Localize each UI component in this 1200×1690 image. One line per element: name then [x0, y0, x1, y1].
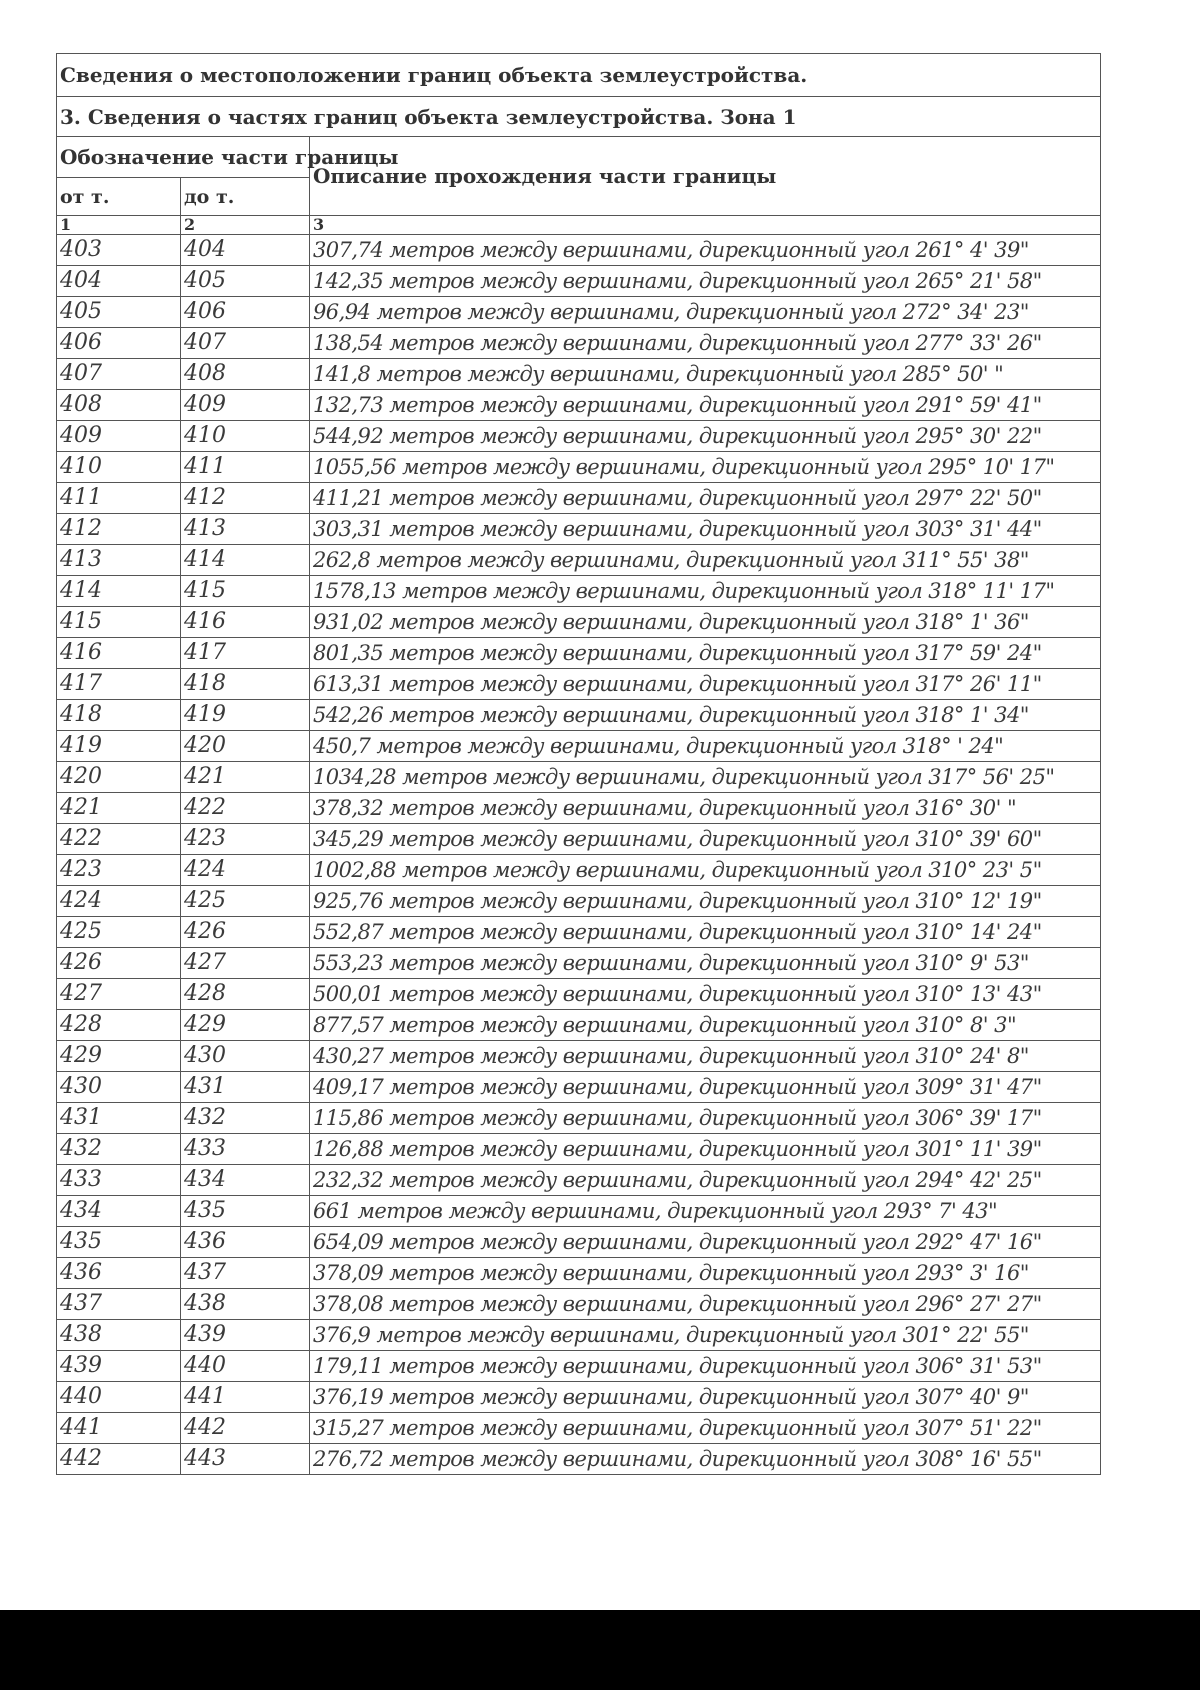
- from-point-cell: 414: [57, 576, 181, 607]
- description-cell: 126,88 метров между вершинами, дирекционный угол 301° 11' 39": [310, 1134, 1101, 1165]
- to-point-cell: 418: [181, 669, 310, 700]
- from-point-cell: 436: [57, 1258, 181, 1289]
- to-point-cell: 426: [181, 917, 310, 948]
- description-cell: 345,29 метров между вершинами, дирекционный угол 310° 39' 60": [310, 824, 1101, 855]
- description-cell: 544,92 метров между вершинами, дирекционный угол 295° 30' 22": [310, 421, 1101, 452]
- description-cell: 262,8 метров между вершинами, дирекционный угол 311° 55' 38": [310, 545, 1101, 576]
- to-point-header: до т.: [181, 178, 310, 216]
- table-row: [57, 979, 1101, 1010]
- to-point-cell: 439: [181, 1320, 310, 1351]
- table-row: [57, 545, 1101, 576]
- document-title: Сведения о местоположении границ объекта землеустройства.: [57, 54, 1101, 97]
- from-point-cell: 413: [57, 545, 181, 576]
- from-point-cell: 433: [57, 1165, 181, 1196]
- table-row: [57, 421, 1101, 452]
- from-point-cell: 409: [57, 421, 181, 452]
- to-point-cell: 409: [181, 390, 310, 421]
- description-cell: 232,32 метров между вершинами, дирекционный угол 294° 42' 25": [310, 1165, 1101, 1196]
- to-point-cell: 422: [181, 793, 310, 824]
- to-point-cell: 423: [181, 824, 310, 855]
- from-point-cell: 423: [57, 855, 181, 886]
- scan-black-border: [0, 1610, 1200, 1690]
- from-point-cell: 421: [57, 793, 181, 824]
- from-point-cell: 419: [57, 731, 181, 762]
- to-point-cell: 416: [181, 607, 310, 638]
- description-cell: 132,73 метров между вершинами, дирекционный угол 291° 59' 41": [310, 390, 1101, 421]
- table-row: [57, 793, 1101, 824]
- table-row: [57, 762, 1101, 793]
- description-cell: 138,54 метров между вершинами, дирекционный угол 277° 33' 26": [310, 328, 1101, 359]
- description-cell: 411,21 метров между вершинами, дирекционный угол 297° 22' 50": [310, 483, 1101, 514]
- table-row: [57, 514, 1101, 545]
- table-row: [57, 1351, 1101, 1382]
- table-body: [57, 54, 1101, 1475]
- from-point-cell: 428: [57, 1010, 181, 1041]
- to-point-cell: 441: [181, 1382, 310, 1413]
- from-point-cell: 431: [57, 1103, 181, 1134]
- from-point-cell: 404: [57, 266, 181, 297]
- to-point-cell: 436: [181, 1227, 310, 1258]
- table-row: [57, 1413, 1101, 1444]
- from-point-cell: 439: [57, 1351, 181, 1382]
- table-row: [57, 607, 1101, 638]
- from-point-header: от т.: [57, 178, 181, 216]
- from-point-cell: 426: [57, 948, 181, 979]
- from-point-cell: 427: [57, 979, 181, 1010]
- column-number-2: 2: [181, 216, 310, 235]
- to-point-cell: 440: [181, 1351, 310, 1382]
- from-point-cell: 408: [57, 390, 181, 421]
- to-point-cell: 435: [181, 1196, 310, 1227]
- from-point-cell: 417: [57, 669, 181, 700]
- from-point-cell: 406: [57, 328, 181, 359]
- to-point-cell: 443: [181, 1444, 310, 1475]
- to-point-cell: 425: [181, 886, 310, 917]
- description-cell: 96,94 метров между вершинами, дирекционный угол 272° 34' 23": [310, 297, 1101, 328]
- description-cell: 430,27 метров между вершинами, дирекционный угол 310° 24' 8": [310, 1041, 1101, 1072]
- to-point-cell: 438: [181, 1289, 310, 1320]
- from-point-cell: 411: [57, 483, 181, 514]
- description-cell: 925,76 метров между вершинами, дирекционный угол 310° 12' 19": [310, 886, 1101, 917]
- table-row: [57, 483, 1101, 514]
- column-number-3: 3: [310, 216, 1101, 235]
- to-point-cell: 432: [181, 1103, 310, 1134]
- description-cell: 613,31 метров между вершинами, дирекционный угол 317° 26' 11": [310, 669, 1101, 700]
- from-point-cell: 407: [57, 359, 181, 390]
- to-point-cell: 434: [181, 1165, 310, 1196]
- from-point-cell: 429: [57, 1041, 181, 1072]
- from-point-cell: 405: [57, 297, 181, 328]
- from-point-cell: 437: [57, 1289, 181, 1320]
- description-cell: 553,23 метров между вершинами, дирекционный угол 310° 9' 53": [310, 948, 1101, 979]
- to-point-cell: 407: [181, 328, 310, 359]
- column-number-1: 1: [57, 216, 181, 235]
- to-point-cell: 424: [181, 855, 310, 886]
- to-point-cell: 417: [181, 638, 310, 669]
- to-point-cell: 419: [181, 700, 310, 731]
- description-cell: 1034,28 метров между вершинами, дирекционный угол 317° 56' 25": [310, 762, 1101, 793]
- description-cell: 500,01 метров между вершинами, дирекционный угол 310° 13' 43": [310, 979, 1101, 1010]
- description-cell: 179,11 метров между вершинами, дирекционный угол 306° 31' 53": [310, 1351, 1101, 1382]
- description-cell: 661 метров между вершинами, дирекционный угол 293° 7' 43": [310, 1196, 1101, 1227]
- description-cell: 376,19 метров между вершинами, дирекционный угол 307° 40' 9": [310, 1382, 1101, 1413]
- section-row: [57, 97, 1101, 137]
- table-row: [57, 390, 1101, 421]
- table-row: [57, 235, 1101, 266]
- from-point-cell: 440: [57, 1382, 181, 1413]
- to-point-cell: 406: [181, 297, 310, 328]
- description-cell: 931,02 метров между вершинами, дирекционный угол 318° 1' 36": [310, 607, 1101, 638]
- description-cell: 654,09 метров между вершинами, дирекционный угол 292° 47' 16": [310, 1227, 1101, 1258]
- description-cell: 142,35 метров между вершинами, дирекционный угол 265° 21' 58": [310, 266, 1101, 297]
- table-row: [57, 1010, 1101, 1041]
- table-row: [57, 1072, 1101, 1103]
- table-row: [57, 1320, 1101, 1351]
- table-row: [57, 1165, 1101, 1196]
- from-point-cell: 422: [57, 824, 181, 855]
- description-cell: 376,9 метров между вершинами, дирекционный угол 301° 22' 55": [310, 1320, 1101, 1351]
- table-row: [57, 452, 1101, 483]
- to-point-cell: 442: [181, 1413, 310, 1444]
- table-row: [57, 1227, 1101, 1258]
- to-point-cell: 415: [181, 576, 310, 607]
- description-cell: 115,86 метров между вершинами, дирекционный угол 306° 39' 17": [310, 1103, 1101, 1134]
- description-cell: 801,35 метров между вершинами, дирекционный угол 317° 59' 24": [310, 638, 1101, 669]
- title-row: [57, 54, 1101, 97]
- to-point-cell: 404: [181, 235, 310, 266]
- table-row: [57, 1196, 1101, 1227]
- table-row: [57, 328, 1101, 359]
- boundary-table: [56, 53, 1101, 1475]
- table-row: [57, 886, 1101, 917]
- description-cell: 141,8 метров между вершинами, дирекционный угол 285° 50' ": [310, 359, 1101, 390]
- to-point-cell: 427: [181, 948, 310, 979]
- to-point-cell: 420: [181, 731, 310, 762]
- table-row: [57, 359, 1101, 390]
- table-row: [57, 576, 1101, 607]
- table-row: [57, 638, 1101, 669]
- from-point-cell: 424: [57, 886, 181, 917]
- from-point-cell: 418: [57, 700, 181, 731]
- from-point-cell: 420: [57, 762, 181, 793]
- table-row: [57, 297, 1101, 328]
- from-point-cell: 412: [57, 514, 181, 545]
- description-cell: 303,31 метров между вершинами, дирекционный угол 303° 31' 44": [310, 514, 1101, 545]
- to-point-cell: 410: [181, 421, 310, 452]
- to-point-cell: 408: [181, 359, 310, 390]
- from-point-cell: 432: [57, 1134, 181, 1165]
- description-cell: 450,7 метров между вершинами, дирекционный угол 318° ' 24": [310, 731, 1101, 762]
- from-point-cell: 441: [57, 1413, 181, 1444]
- table-row: [57, 824, 1101, 855]
- description-cell: 1002,88 метров между вершинами, дирекционный угол 310° 23' 5": [310, 855, 1101, 886]
- description-cell: 877,57 метров между вершинами, дирекционный угол 310° 8' 3": [310, 1010, 1101, 1041]
- from-point-cell: 425: [57, 917, 181, 948]
- table-row: [57, 1103, 1101, 1134]
- table-row: [57, 731, 1101, 762]
- description-cell: 307,74 метров между вершинами, дирекционный угол 261° 4' 39": [310, 235, 1101, 266]
- to-point-cell: 428: [181, 979, 310, 1010]
- to-point-cell: 411: [181, 452, 310, 483]
- to-point-cell: 405: [181, 266, 310, 297]
- from-point-cell: 442: [57, 1444, 181, 1475]
- table-row: [57, 669, 1101, 700]
- table-row: [57, 1382, 1101, 1413]
- description-cell: 552,87 метров между вершинами, дирекционный угол 310° 14' 24": [310, 917, 1101, 948]
- description-cell: 378,08 метров между вершинами, дирекционный угол 296° 27' 27": [310, 1289, 1101, 1320]
- description-cell: 276,72 метров между вершинами, дирекционный угол 308° 16' 55": [310, 1444, 1101, 1475]
- description-cell: 1055,56 метров между вершинами, дирекционный угол 295° 10' 17": [310, 452, 1101, 483]
- table-row: [57, 1258, 1101, 1289]
- from-point-cell: 416: [57, 638, 181, 669]
- table-row: [57, 266, 1101, 297]
- to-point-cell: 413: [181, 514, 310, 545]
- section-title: 3. Сведения о частях границ объекта землеустройства. Зона 1: [57, 97, 1101, 137]
- description-cell: 1578,13 метров между вершинами, дирекционный угол 318° 11' 17": [310, 576, 1101, 607]
- table-row: [57, 948, 1101, 979]
- from-point-cell: 415: [57, 607, 181, 638]
- to-point-cell: 433: [181, 1134, 310, 1165]
- description-header: Описание прохождения части границы: [310, 137, 1101, 216]
- description-cell: 378,09 метров между вершинами, дирекционный угол 293° 3' 16": [310, 1258, 1101, 1289]
- to-point-cell: 429: [181, 1010, 310, 1041]
- from-point-cell: 434: [57, 1196, 181, 1227]
- to-point-cell: 414: [181, 545, 310, 576]
- to-point-cell: 412: [181, 483, 310, 514]
- column-number-row: [57, 216, 1101, 235]
- header-row: [57, 137, 1101, 178]
- to-point-cell: 437: [181, 1258, 310, 1289]
- table-row: [57, 855, 1101, 886]
- table-row: [57, 917, 1101, 948]
- from-point-cell: 403: [57, 235, 181, 266]
- to-point-cell: 421: [181, 762, 310, 793]
- description-cell: 409,17 метров между вершинами, дирекционный угол 309° 31' 47": [310, 1072, 1101, 1103]
- part-designation-header: Обозначение части границы: [57, 137, 310, 178]
- table-row: [57, 1444, 1101, 1475]
- description-cell: 542,26 метров между вершинами, дирекционный угол 318° 1' 34": [310, 700, 1101, 731]
- table-row: [57, 1289, 1101, 1320]
- description-cell: 378,32 метров между вершинами, дирекционный угол 316° 30' ": [310, 793, 1101, 824]
- from-point-cell: 435: [57, 1227, 181, 1258]
- table-row: [57, 1041, 1101, 1072]
- to-point-cell: 430: [181, 1041, 310, 1072]
- from-point-cell: 410: [57, 452, 181, 483]
- to-point-cell: 431: [181, 1072, 310, 1103]
- table-row: [57, 700, 1101, 731]
- from-point-cell: 430: [57, 1072, 181, 1103]
- table-row: [57, 1134, 1101, 1165]
- from-point-cell: 438: [57, 1320, 181, 1351]
- description-cell: 315,27 метров между вершинами, дирекционный угол 307° 51' 22": [310, 1413, 1101, 1444]
